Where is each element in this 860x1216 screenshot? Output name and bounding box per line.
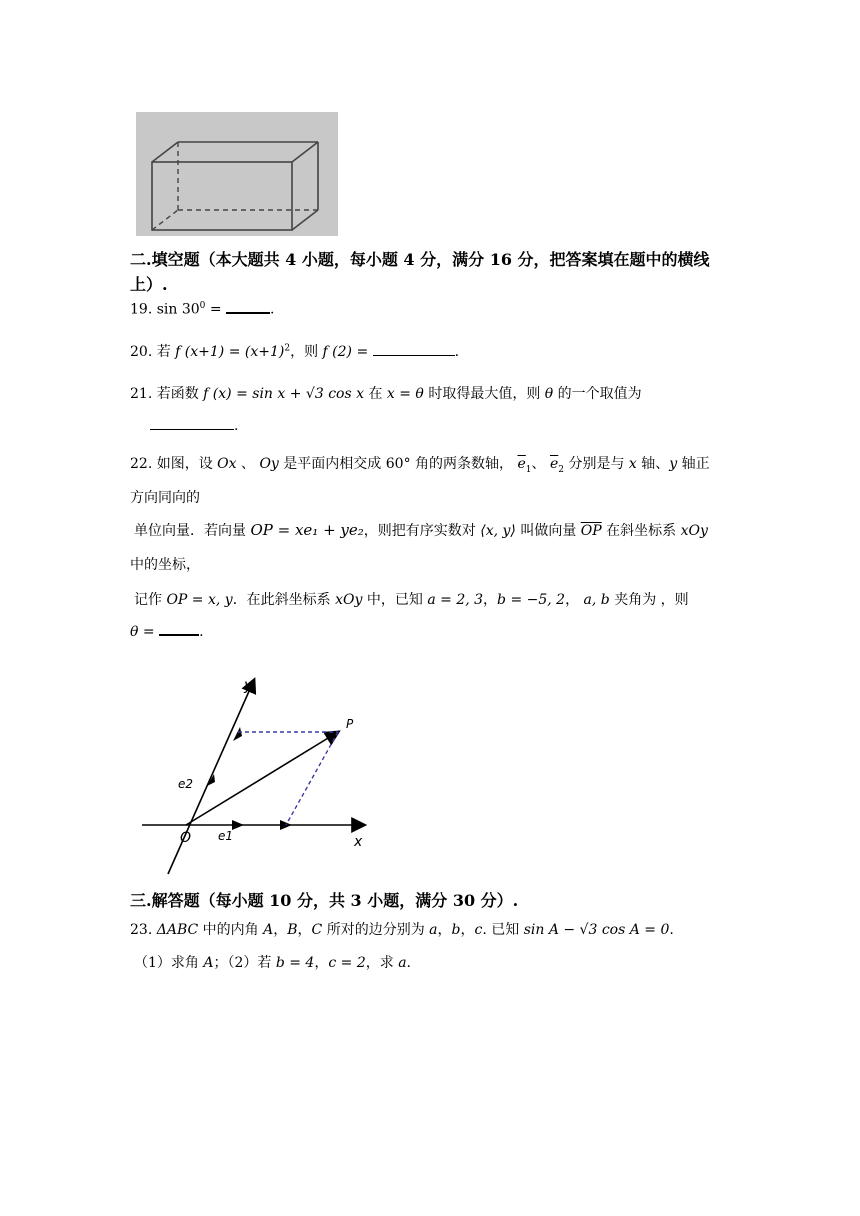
q22-prefix: 22. 如图，设 — [130, 456, 218, 472]
q23-b: b — [451, 922, 461, 938]
q19-answer-blank[interactable] — [226, 312, 270, 314]
q22-text-f: 轴正 — [677, 456, 710, 472]
question-21 — [130, 383, 642, 403]
q22-l5-b-eq: b = −5, 2 — [497, 592, 566, 608]
q21-mid1: 在 — [364, 386, 387, 402]
q23-l2-a: （1）求角 — [134, 955, 204, 971]
q22-sep: 、 — [236, 456, 260, 472]
q22-text-c: 角的两条数轴， — [410, 456, 514, 472]
q20-end: . — [454, 344, 460, 360]
q22-l5-f: ，则 — [660, 592, 689, 608]
q22-l5-xOy: xOy — [335, 592, 363, 608]
label-e1: e1 — [218, 829, 234, 843]
q22-text-e: 轴、 — [636, 456, 670, 472]
q22-l3-d: 在斜坐标系 — [601, 523, 681, 539]
q23-ceq: c = 2 — [328, 955, 366, 971]
question-22-line6 — [130, 624, 204, 640]
q20-mid: ，则 — [290, 344, 323, 360]
question-23-line1: 23. ΔABC 中的内角 A，B，C 所对的边分别为 a，b，c. 已知 sin A − √3 cos A = 0. — [130, 922, 674, 938]
q22-e1-sub: 1 — [525, 464, 532, 475]
q21-end1: 的一个取值为 — [553, 386, 642, 402]
q19-end: . — [270, 301, 275, 318]
q23-l2-end: . — [406, 955, 411, 971]
q21-expr: f (x) = sin x + √3 cos x — [203, 386, 364, 402]
q22-l3-pair: ⟨x, y⟩ — [480, 523, 516, 539]
q23-text-d: . 已知 — [482, 922, 524, 938]
oblique-coordinate-figure — [128, 668, 380, 880]
q19-eq: = — [205, 301, 227, 318]
q21-cond: x = θ — [386, 386, 424, 402]
q23-abc: ΔABC — [156, 922, 199, 938]
q20-expr2: f (2) = — [322, 344, 373, 360]
section2-heading: 二.填空题（本大题共 4 小题，每小题 4 分，满分 16 分，把答案填在题中的横线 — [130, 250, 710, 269]
q22-answer-blank[interactable] — [159, 634, 199, 636]
q22-x: x — [628, 456, 637, 472]
question-19 — [130, 301, 275, 318]
section2-heading-cont: 上）. — [130, 275, 168, 294]
q22-l5-c: 中，已知 — [362, 592, 428, 608]
q22-l3-vec: OP = xe₁ + ye₂ — [250, 521, 364, 539]
q23-a: a — [429, 922, 438, 938]
q22-l5-ab: a, b — [583, 592, 610, 608]
question-22-line1 — [130, 453, 710, 475]
q21-answer-blank[interactable] — [150, 429, 234, 430]
q22-Ox: Ox — [217, 456, 237, 472]
q23-cond: sin A − √3 cos A = 0 — [523, 922, 670, 938]
q22-y: y — [669, 456, 678, 472]
q22-l5-b: ．在此斜坐标系 — [232, 592, 336, 608]
q22-Oy: Oy — [259, 456, 279, 472]
q22-e1: $\overline{e}$ — [517, 456, 526, 472]
q23-l2-A: A — [203, 955, 214, 971]
q20-sup: 2 — [284, 343, 291, 354]
question-22-line2: 方向同向的 — [130, 490, 200, 506]
q22-l3-OP: $\overline{OP}$ — [580, 523, 602, 539]
q21-end2: . — [234, 418, 239, 434]
q23-B: B — [287, 922, 298, 938]
q22-dun: 、 — [531, 456, 546, 472]
q22-l3-b: ，则把有序实数对 — [363, 523, 481, 539]
q22-l3-c: 叫做向量 — [515, 523, 581, 539]
q23-l2-a-var: a — [398, 955, 407, 971]
q22-l5-vec: OP = x, y — [166, 592, 233, 608]
q22-l5-d: ， — [565, 592, 584, 608]
q23-l2-c: ，求 — [365, 955, 399, 971]
q22-l5-comma: ， — [483, 592, 498, 608]
label-e2: e2 — [178, 777, 194, 791]
q22-e2-sub: 2 — [558, 464, 564, 475]
q21-prefix: 21. 若函数 — [130, 386, 204, 402]
question-21-blank-line — [150, 418, 238, 434]
q22-l3-a: 单位向量．若向量 — [134, 523, 251, 539]
q22-l5-e: 夹角为 — [609, 592, 661, 608]
q21-mid2: 时取得最大值，则 — [423, 386, 545, 402]
label-P: P — [346, 717, 354, 731]
label-y: y — [244, 676, 253, 694]
q23-text-e: . — [669, 922, 674, 938]
q19-sup: 0 — [199, 301, 206, 311]
q22-text-b: 是平面内相交成 — [278, 456, 386, 472]
q23-C: C — [311, 922, 323, 938]
q23-num: 23. — [130, 922, 157, 938]
question-22-line3 — [134, 520, 708, 540]
q20-answer-blank[interactable] — [373, 355, 455, 356]
q23-c: c — [474, 922, 483, 938]
q22-l5-a-eq: a = 2, 3 — [427, 592, 484, 608]
question-22-line5 — [134, 589, 689, 609]
question-22-line4: 中的坐标， — [130, 557, 200, 573]
section3-heading: 三.解答题（每小题 10 分，共 3 小题，满分 30 分）. — [130, 891, 519, 910]
q22-l3-xOy: xOy — [680, 523, 708, 539]
q23-l2-b: ；（2）若 — [213, 955, 276, 971]
q23-A: A — [263, 922, 274, 938]
q19-expr: sin 30 — [156, 301, 200, 318]
q19-number: 19. — [130, 301, 153, 318]
q23-text-b: 中的内角 — [198, 922, 264, 938]
q23-beq: b = 4 — [275, 955, 315, 971]
q22-e2: $\overline{e}$ — [549, 456, 559, 472]
label-O: O — [180, 830, 192, 846]
question-20 — [130, 341, 459, 361]
q20-prefix: 20. 若 — [130, 344, 176, 360]
q20-expr1: f (x+1) = (x+1) — [175, 344, 285, 360]
q22-text-d: 分别是与 — [564, 456, 629, 472]
q22-l6-theta: θ = — [130, 624, 160, 640]
q22-l5-a: 记作 — [134, 592, 167, 608]
q21-theta: θ — [544, 386, 554, 402]
q22-l6-end: . — [199, 624, 204, 640]
question-23-line2: （1）求角 A；（2）若 b = 4，c = 2，求 a. — [134, 955, 411, 971]
label-x: x — [354, 834, 363, 850]
q22-angle: 60° — [385, 456, 411, 472]
cuboid-figure — [136, 112, 338, 236]
q23-text-c: 所对的边分别为 — [322, 922, 430, 938]
